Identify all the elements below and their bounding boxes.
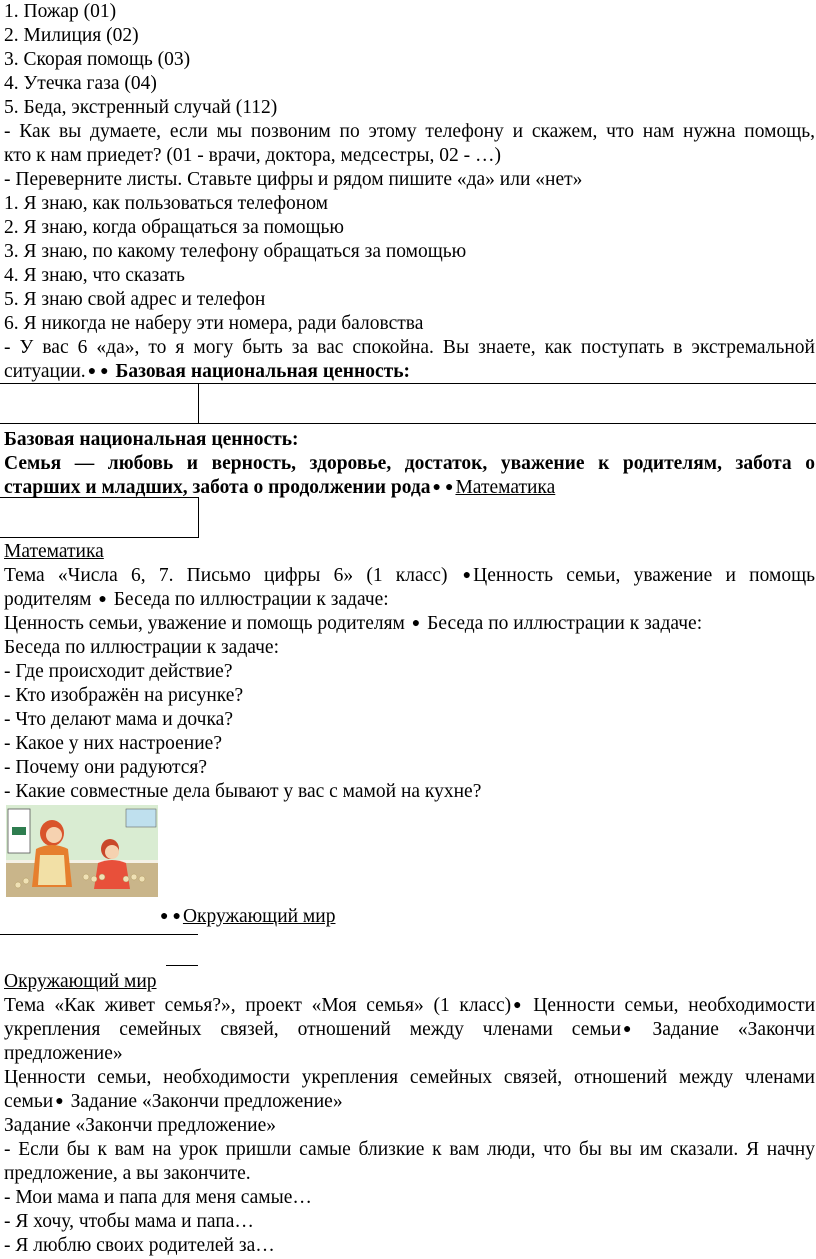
- task-line: - Если бы к вам на урок пришли самые близкие к вам люди, что бы вы им сказали. Я начну: [4, 1139, 815, 1160]
- topic-text: Задание «Закончи: [652, 1019, 815, 1040]
- instruction: - Переверните листы. Ставьте цифры и рядом пишите «да» или «нет»: [4, 169, 583, 190]
- bullet-icon: ●: [623, 1022, 632, 1037]
- topic-text: укрепления семейных связей, отношений между членами семьи: [4, 1019, 622, 1040]
- topic-text: Тема «Как живет семья?», проект «Моя семья» (1 класс): [4, 995, 512, 1016]
- list-item: - Где происходит действие?: [4, 661, 233, 682]
- value-block: [4, 428, 815, 500]
- list-item: 4. Утечка газа (04): [4, 73, 157, 94]
- section-heading: Математика: [4, 541, 104, 562]
- list-item: 5. Беда, экстренный случай (112): [4, 97, 278, 118]
- table-rule: [166, 965, 198, 966]
- value-text: Семья — любовь и верность, здоровье, достаток, уважение к родителям, забота о: [4, 453, 815, 474]
- math-section: [4, 540, 815, 804]
- topic-line: [4, 1090, 815, 1114]
- topic-line: [4, 1018, 815, 1042]
- topic-line: [4, 564, 815, 588]
- conclusion-text: ситуации.: [4, 361, 86, 382]
- bullet-icon: ●: [55, 1094, 64, 1109]
- bullet-icon: ●: [160, 909, 169, 924]
- list-item: - Я хочу, чтобы мама и папа…: [4, 1211, 254, 1232]
- bullet-icon: ●: [444, 480, 454, 495]
- list-item: - Я люблю своих родителей за…: [4, 1235, 275, 1256]
- topic-text: Ценность семьи, уважение и помощь: [473, 565, 815, 586]
- topic-text: Беседа по иллюстрации к задаче:: [113, 589, 389, 610]
- list-item: - Какое у них настроение?: [4, 733, 222, 754]
- list-item: - Что делают мама и дочка?: [4, 709, 233, 730]
- topic-line: Задание «Закончи предложение»: [4, 1115, 277, 1136]
- table-rule: [0, 934, 198, 935]
- list-item: 2. Я знаю, когда обращаться за помощью: [4, 217, 344, 238]
- conclusion-line: - У вас 6 «да», то я могу быть за вас спокойна. Вы знаете, как поступать в экстремальной: [4, 337, 815, 358]
- topic-text: Задание «Закончи предложение»: [70, 1091, 343, 1112]
- bullet-icon: ●: [100, 364, 109, 379]
- topic-text: родителям: [4, 589, 92, 610]
- list-item: 5. Я знаю свой адрес и телефон: [4, 289, 266, 310]
- topic-line: [4, 588, 815, 612]
- mother-daughter-kitchen-illustration: [6, 805, 158, 897]
- question-line: - Как вы думаете, если мы позвоним по этому телефону и скажем, что нам нужна помощь,: [4, 121, 815, 142]
- world-section: [4, 970, 815, 1258]
- topic-text: семьи: [4, 1091, 54, 1112]
- section-heading: Базовая национальная ценность:: [4, 429, 299, 450]
- table-rule: [0, 423, 816, 424]
- table-rule: [0, 537, 199, 538]
- world-link-line: [158, 905, 335, 929]
- list-item: - Мои мама и папа для меня самые…: [4, 1187, 312, 1208]
- list-item: 2. Милиция (02): [4, 25, 139, 46]
- question-line: кто к нам приедет? (01 - врачи, доктора, медсестры, 02 - …): [4, 145, 501, 166]
- bullet-icon: ●: [411, 616, 421, 631]
- list-item: - Почему они радуются?: [4, 757, 208, 778]
- world-link[interactable]: Окружающий мир: [182, 906, 336, 927]
- topic-text: Ценности семьи, необходимости: [533, 995, 816, 1016]
- value-text: [4, 476, 815, 500]
- list-item: 6. Я никогда не наберу эти номера, ради баловства: [4, 313, 424, 334]
- emergency-services-list: [4, 0, 815, 384]
- topic-line: Ценности семьи, необходимости укрепления семейных связей, отношений между членами: [4, 1067, 815, 1088]
- topic-text: Ценность семьи, уважение и помощь родителям: [4, 613, 405, 634]
- topic-text: Беседа по иллюстрации к задаче:: [427, 613, 703, 634]
- bullet-icon: ●: [172, 909, 181, 924]
- list-item: 1. Я знаю, как пользоваться телефоном: [4, 193, 328, 214]
- bullet-icon: ●: [462, 568, 472, 583]
- conclusion-line: [4, 360, 815, 384]
- list-item: - Кто изображён на рисунке?: [4, 685, 244, 706]
- table-rule: [198, 383, 199, 423]
- list-item: 3. Я знаю, по какому телефону обращаться за помощью: [4, 241, 467, 262]
- bullet-icon: ●: [513, 998, 522, 1013]
- topic-line: предложение»: [4, 1043, 123, 1064]
- section-heading: Окружающий мир: [4, 971, 157, 992]
- topic-line: [4, 994, 815, 1018]
- topic-line: Беседа по иллюстрации к задаче:: [4, 637, 279, 658]
- bullet-icon: ●: [98, 592, 107, 607]
- list-item: - Какие совместные дела бывают у вас с мамой на кухне?: [4, 781, 482, 802]
- list-item: 1. Пожар (01): [4, 1, 117, 22]
- list-item: 3. Скорая помощь (03): [4, 49, 191, 70]
- value-heading-inline: Базовая национальная ценность:: [115, 361, 411, 382]
- bullet-icon: ●: [87, 364, 97, 379]
- table-rule: [198, 497, 199, 537]
- bullet-icon: ●: [432, 480, 441, 495]
- topic-text: Тема «Числа 6, 7. Письмо цифры 6» (1 класс): [4, 565, 448, 586]
- topic-line: [4, 612, 815, 636]
- task-line: предложение, а вы закончите.: [4, 1163, 251, 1184]
- math-link[interactable]: Математика: [455, 477, 556, 498]
- value-text-end: старших и младших, забота о продолжении рода: [4, 477, 431, 498]
- list-item: 4. Я знаю, что сказать: [4, 265, 185, 286]
